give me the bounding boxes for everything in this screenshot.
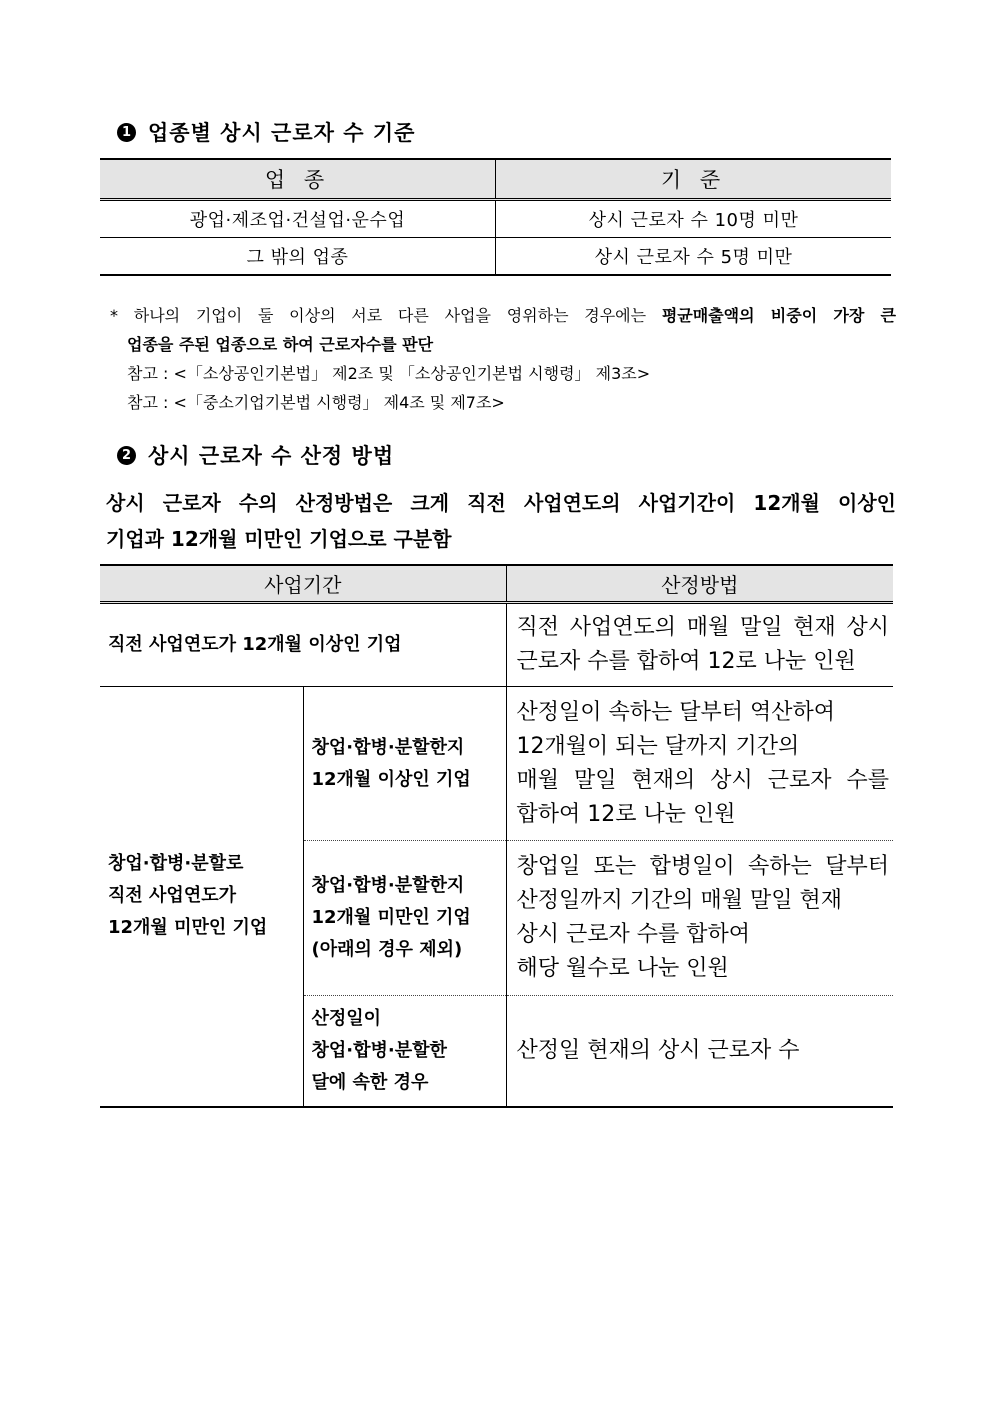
industry-cell: 그 밖의 업종 [100, 238, 496, 276]
method-cell [506, 841, 893, 996]
sub-label-line: 12개월 이상인 기업 [311, 768, 471, 790]
header-method: 산정방법 [506, 565, 893, 603]
number-one-icon: 1 [117, 123, 136, 142]
section1-title: 업종별 상시 근로자 수 기준 [148, 121, 416, 145]
criteria-cell: 상시 근로자 수 5명 미만 [496, 238, 892, 276]
table-header-row [100, 565, 893, 603]
note-text: * 하나의 기업이 둘 이상의 서로 다른 사업을 영위하는 경우에는 [110, 306, 662, 325]
industry-cell: 광업·제조업·건설업·운수업 [100, 200, 496, 238]
method-cell [506, 603, 893, 687]
sub-label-line: 산정일이 [311, 1007, 382, 1029]
criteria-cell: 상시 근로자 수 10명 미만 [496, 200, 892, 238]
method-line: 산정일까지 기간의 매월 말일 현재 [516, 888, 843, 913]
section1-heading [117, 117, 415, 147]
sub-label-line: 12개월 미만인 기업 [311, 907, 471, 928]
method-cell [506, 996, 893, 1107]
intro-line: 상시 근로자 수의 산정방법은 크게 직전 사업연도의 사업기간이 12개월 이상인 [106, 491, 896, 515]
method-line: 근로자 수를 합하여 12로 나눈 인원 [516, 649, 856, 674]
table-row [100, 200, 891, 238]
group-label-line: 직전 사업연도가 [108, 885, 236, 907]
sub-label-cell [303, 841, 506, 996]
method-line: 12개월이 되는 달까지 기간의 [516, 733, 800, 759]
method-line: 산정일이 속하는 달부터 역산하여 [516, 699, 836, 725]
header-criteria: 기 준 [496, 159, 892, 200]
sub-label-line: 창업·합병·분할한 [311, 1039, 447, 1061]
method-line: 해당 월수로 나눈 인원 [516, 956, 729, 981]
note-line [110, 301, 896, 330]
intro-line: 기업과 12개월 미만인 기업으로 구분함 [106, 527, 452, 551]
table-row [100, 687, 893, 841]
note-bold-text: 평균매출액의 비중이 가장 큰 [661, 306, 896, 325]
table-row [100, 238, 891, 276]
group-label-line: 창업·합병·분할로 [108, 853, 244, 875]
calculation-method-table [100, 564, 893, 1108]
method-cell [506, 687, 893, 841]
number-two-icon: 2 [117, 446, 136, 465]
method-line: 합하여 12로 나눈 인원 [516, 801, 736, 827]
header-industry: 업 종 [100, 159, 496, 200]
sub-label-cell [303, 996, 506, 1107]
table-header-row [100, 159, 891, 200]
reference-line: 참고 : <「중소기업기본법 시행령」 제4조 및 제7조> [127, 393, 505, 412]
industry-criteria-table [100, 158, 891, 276]
group-label-line: 12개월 미만인 기업 [108, 917, 268, 939]
sub-label-line: 창업·합병·분할한지 [311, 875, 465, 896]
method-line: 산정일 현재의 상시 근로자 수 [516, 1037, 800, 1063]
intro-paragraph [106, 485, 896, 557]
note-bold-line: 업종을 주된 업종으로 하여 근로자수를 판단 [127, 335, 434, 354]
method-line: 매월 말일 현재의 상시 근로자 수를 [516, 767, 889, 793]
notes-block [110, 301, 896, 417]
sub-label-line: 달에 속한 경우 [311, 1071, 429, 1093]
sub-label-line: 창업·합병·분할한지 [311, 736, 465, 758]
method-line: 창업일 또는 합병일이 속하는 달부터 [516, 854, 889, 879]
method-line: 직전 사업연도의 매월 말일 현재 상시 [516, 615, 889, 640]
sub-label-line: (아래의 경우 제외) [311, 939, 463, 960]
reference-line: 참고 : <「소상공인기본법」 제2조 및 「소상공인기본법 시행령」 제3조> [127, 364, 651, 383]
table-row [100, 603, 893, 687]
header-business-period: 사업기간 [100, 565, 506, 603]
section2-title: 상시 근로자 수 산정 방법 [148, 444, 395, 468]
section2-heading [117, 440, 394, 470]
period-label-cell: 직전 사업연도가 12개월 이상인 기업 [100, 603, 506, 687]
method-line: 상시 근로자 수를 합하여 [516, 922, 751, 947]
group-label-cell [100, 687, 303, 1107]
sub-label-cell [303, 687, 506, 841]
